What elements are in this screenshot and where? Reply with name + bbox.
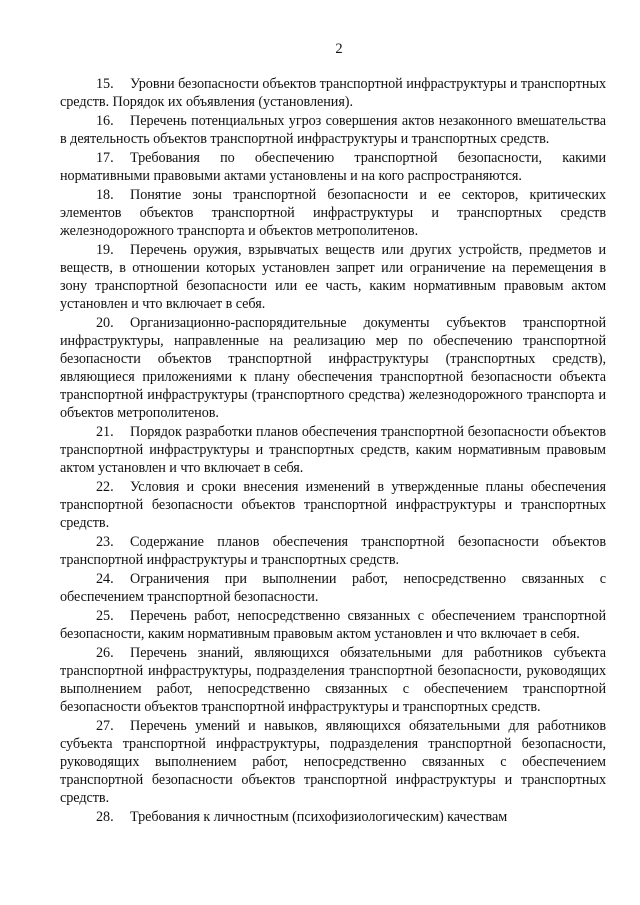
item-number: 19. <box>96 242 114 258</box>
item-number: 28. <box>96 809 114 825</box>
item-number: 18. <box>96 187 114 203</box>
item-text: Требования по обеспечению транспортной безопасности, какими нормативными правовыми актами установлены и на кого распространяются. <box>60 150 606 184</box>
item-text: Условия и сроки внесения изменений в утвержденные планы обеспечения транспортной безопасности объектов транспортной инфраструктуры и транспортных средств. <box>60 479 606 531</box>
item-text: Содержание планов обеспечения транспортной безопасности объектов транспортной инфраструктуры и транспортных средств. <box>60 534 606 568</box>
item-text: Понятие зоны транспортной безопасности и ее секторов, критических элементов объектов транспортной инфраструктуры и транспортных средств железнодорожного транспорта и объектов метрополитенов. <box>60 187 606 239</box>
item-number: 15. <box>96 76 114 92</box>
item-text: Перечень умений и навыков, являющихся обязательными для работников субъекта транспортной инфраструктуры, подразделения транспортной безопасности, руководящих выполнением работ, непосредственно связанных с обеспечением транспортной безопасности объектов транспортной инфраструктуры и транспортных средств. <box>60 718 606 806</box>
item-text: Организационно-распорядительные документы субъектов транспортной инфраструктуры, направленные на реализацию мер по обеспечению транспортной безопасности объектов транспортной инфраструктуры (транспортных средств), являющиеся приложениями к плану обеспечения транспортной безопасности объекта транспортной инфраструктуры (транспортного средства) железнодорожного транспорта и объектов метрополитенов. <box>60 315 606 421</box>
list-item <box>60 717 606 807</box>
item-text: Перечень оружия, взрывчатых веществ или других устройств, предметов и веществ, в отношении которых установлен запрет или ограничение на перемещения в зону транспортной безопасности или ее часть, каким нормативным правовым актом установлен и что включает в себя. <box>60 242 606 312</box>
list-item <box>60 75 606 111</box>
list-item <box>60 607 606 643</box>
item-number: 17. <box>96 150 114 166</box>
item-number: 26. <box>96 645 114 661</box>
item-number: 22. <box>96 479 114 495</box>
item-number: 24. <box>96 571 114 587</box>
page-number: 2 <box>335 41 343 57</box>
item-text: Уровни безопасности объектов транспортной инфраструктуры и транспортных средств. Порядок их объявления (установления). <box>60 76 606 110</box>
item-number: 25. <box>96 608 114 624</box>
list-item <box>60 314 606 422</box>
list-item <box>60 149 606 185</box>
list-item <box>60 241 606 313</box>
list-item <box>60 570 606 606</box>
list-item <box>60 478 606 532</box>
item-text: Перечень знаний, являющихся обязательными для работников субъекта транспортной инфраструктуры, подразделения транспортной безопасности, руководящих выполнением работ, непосредственно связанных с обеспечением транспортной безопасности объектов транспортной инфраструктуры и транспортных средств. <box>60 645 606 715</box>
item-text: Ограничения при выполнении работ, непосредственно связанных с обеспечением транспортной безопасности. <box>60 571 606 605</box>
list-item <box>60 808 606 826</box>
list-item <box>60 644 606 716</box>
item-number: 20. <box>96 315 114 331</box>
item-text: Перечень потенциальных угроз совершения актов незаконного вмешательства в деятельность объектов транспортной инфраструктуры и транспортных средств. <box>60 113 606 147</box>
item-text: Порядок разработки планов обеспечения транспортной безопасности объектов транспортной инфраструктуры и транспортных средств, каким нормативным правовым актом установлен и что включает в себя. <box>60 424 606 476</box>
item-number: 23. <box>96 534 114 550</box>
item-text: Перечень работ, непосредственно связанных с обеспечением транспортной безопасности, каким нормативным правовым актом установлен и что включает в себя. <box>60 608 606 642</box>
item-number: 16. <box>96 113 114 129</box>
list-item <box>60 186 606 240</box>
item-text: Требования к личностным (психофизиологическим) качествам <box>130 809 508 825</box>
item-number: 21. <box>96 424 114 440</box>
list-item <box>60 423 606 477</box>
list-item <box>60 533 606 569</box>
item-number: 27. <box>96 718 114 734</box>
list-item <box>60 112 606 148</box>
